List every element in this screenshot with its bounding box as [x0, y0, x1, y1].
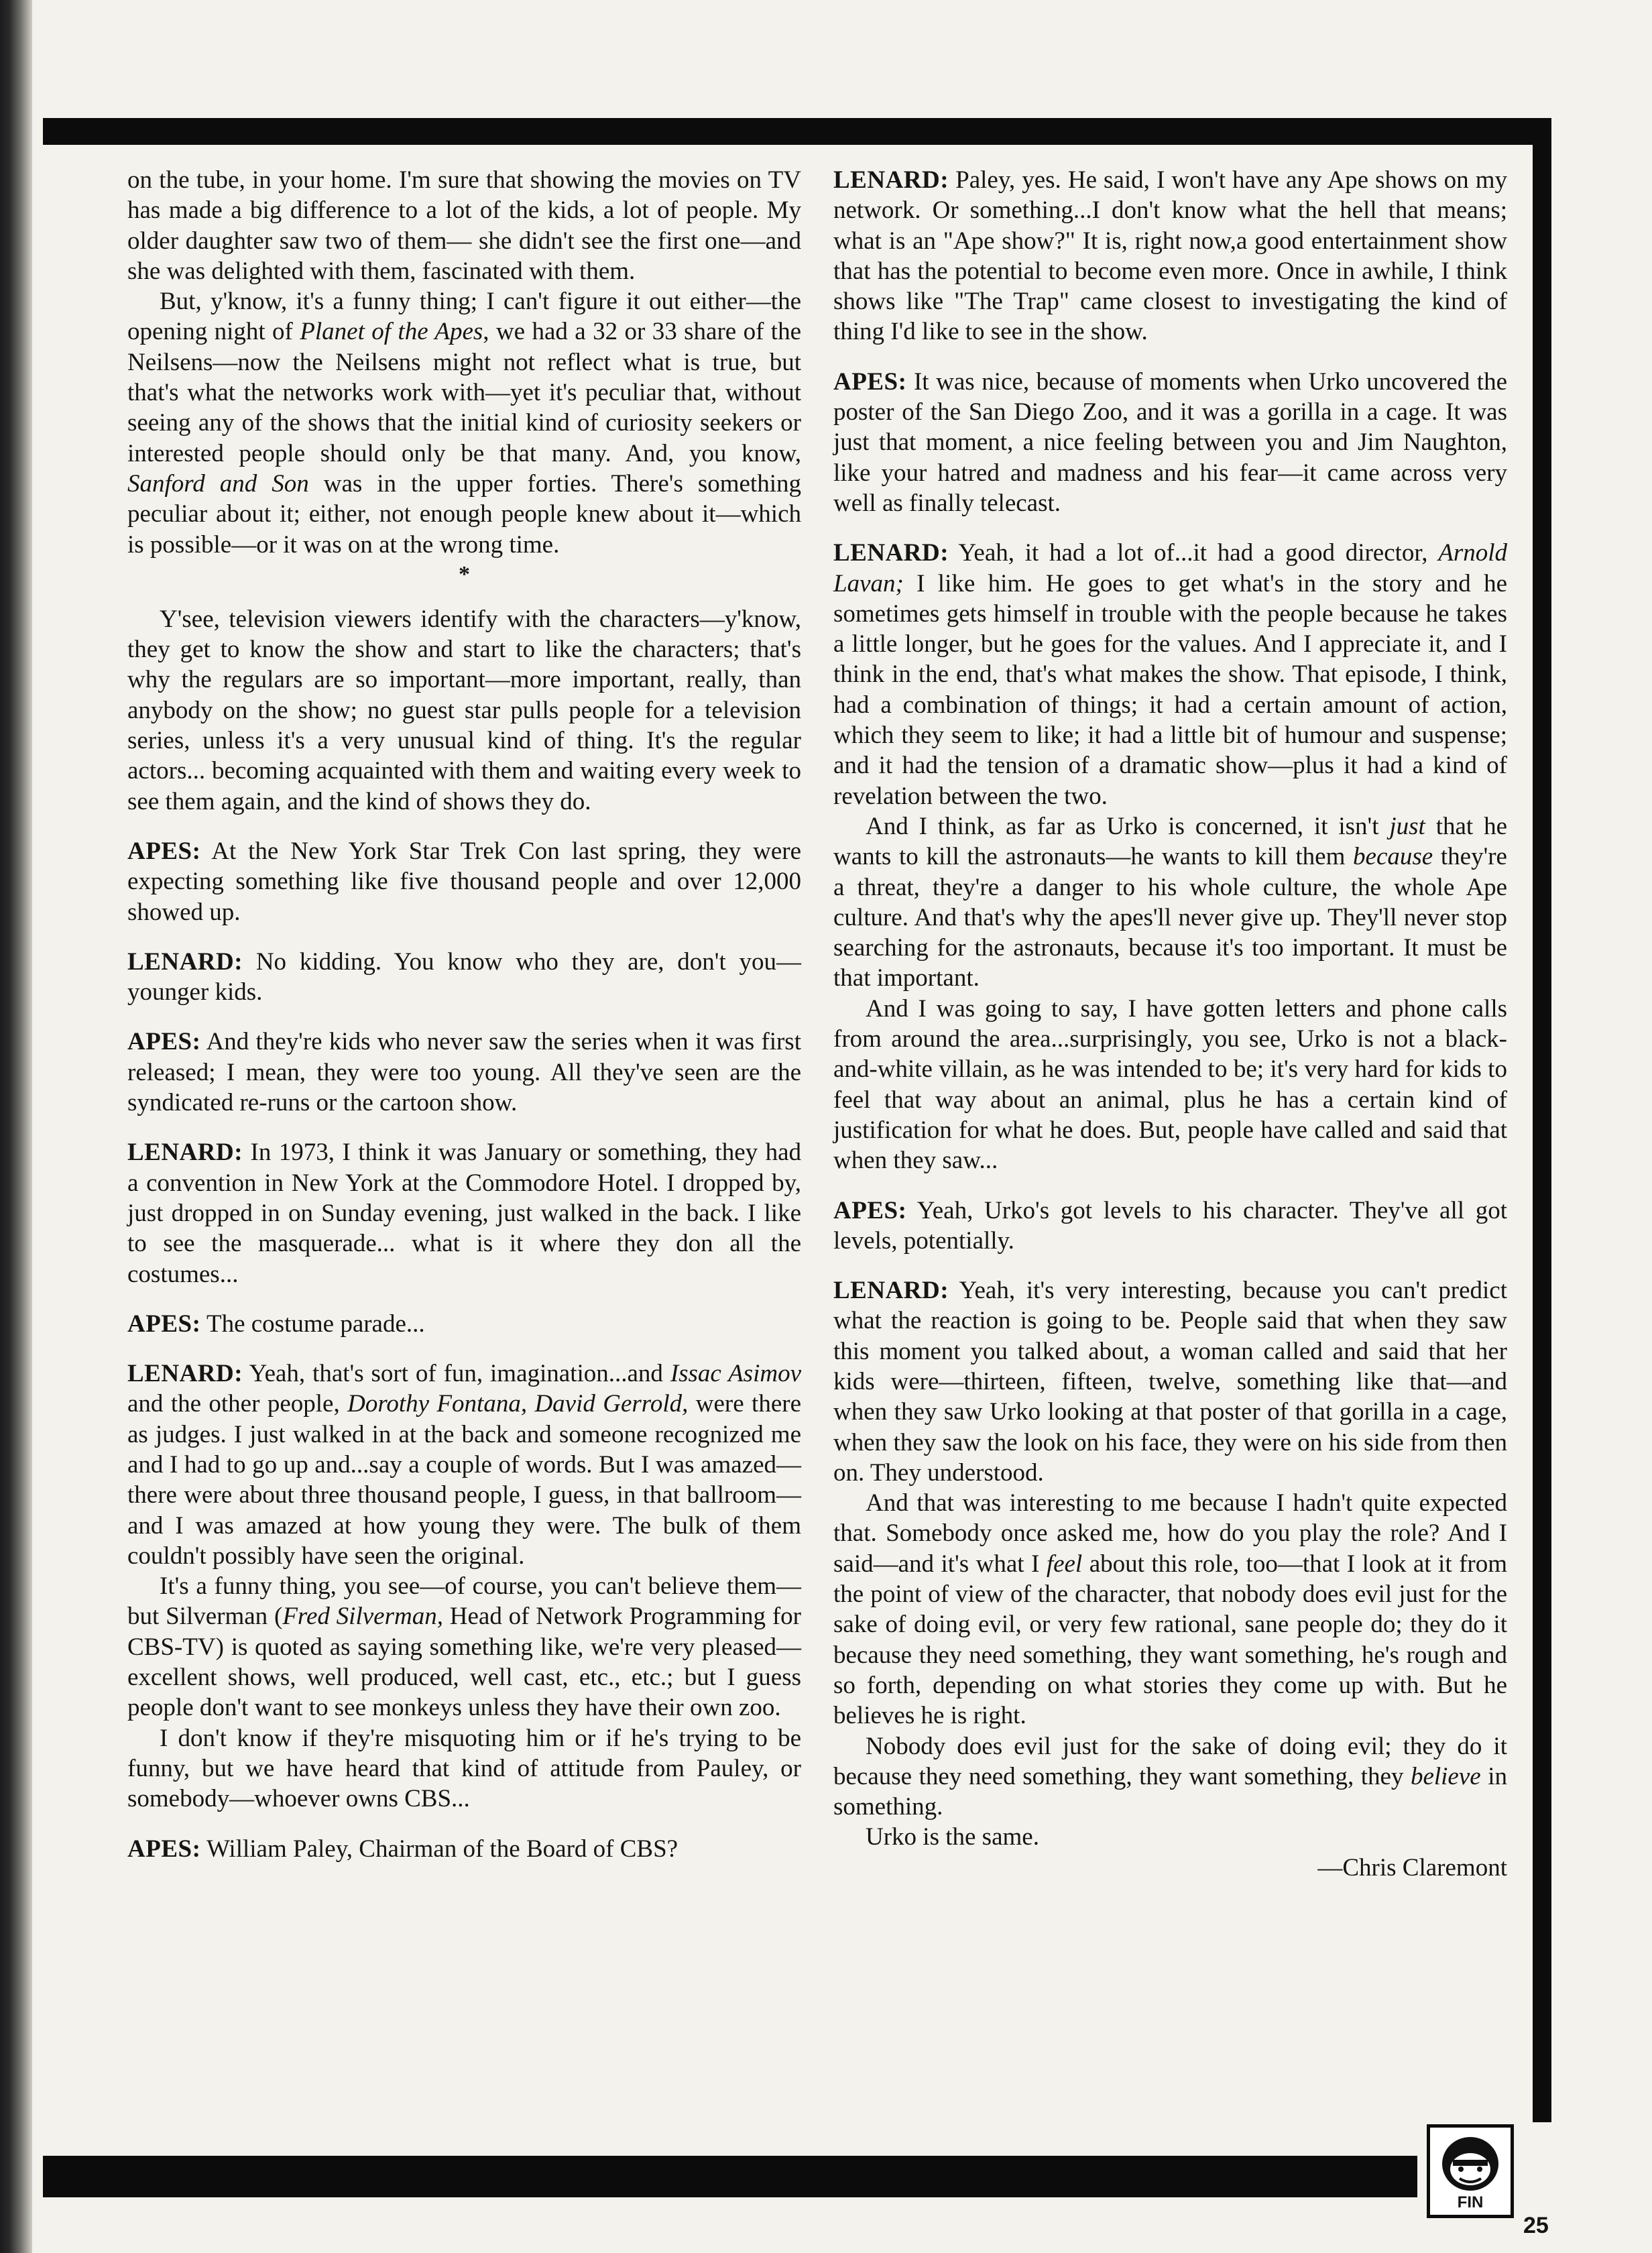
emphasis: feel: [1046, 1550, 1083, 1578]
speaker-label: APES:: [833, 1196, 907, 1224]
interview-question: APES: At the New York Star Trek Con last spring, they were expecting something like five thousand people and over 12,000 showed up.: [127, 837, 801, 926]
interview-answer: LENARD: No kidding. You know who they are, don't you—younger kids.: [127, 947, 801, 1006]
interview-question: APES: Yeah, Urko's got levels to his character. They've all got levels, potentially.: [833, 1196, 1507, 1255]
caricature-head-icon: [1434, 2133, 1507, 2195]
page-binding-edge: [0, 0, 32, 2253]
paragraph: And I was going to say, I have gotten letters and phone calls from around the area...surprisingly, you see, Urko is not a black-and-white villain, as he was intended to be; it's very hard for kids to feel that way about an animal, plus he has a certain kind of justification for what he does. But, people have called and said that when they saw...: [833, 994, 1507, 1175]
person-name: Fred Silverman,: [282, 1603, 443, 1631]
paragraph: It's a funny thing, you see—of course, you can't believe them—but Silverman (Fred Silverman, Head of Network Programming for CBS-TV) is quoted as saying something like, we're very pleased—excellent shows, well produced, well cast, etc., etc.; but I guess people don't want to see monkeys unless they have their own zoo.: [127, 1572, 801, 1722]
show-title: Planet of the Apes: [300, 318, 483, 346]
paragraph: Y'see, television viewers identify with the characters—y'know, they get to know the show and start to like the characters; that's why the regulars are so important—more important, really, than anybody on the show; no guest star pulls people for a television series, unless it's a very unusual kind of thing. It's the regular actors... becoming acquainted with them and waiting every week to see them again, and the kind of shows they do.: [127, 605, 801, 815]
speaker-label: APES:: [127, 1835, 201, 1863]
speaker-label: APES:: [127, 1028, 201, 1056]
speaker-label: LENARD:: [127, 947, 243, 976]
fin-logo: [1427, 2124, 1514, 2218]
section-separator: *: [459, 561, 470, 587]
right-border-bar: [1533, 127, 1551, 2122]
paragraph: And I think, as far as Urko is concerned, it isn't just that he wants to kill the astronauts—he wants to kill them because they're a threat, they're a danger to his whole culture, the whole Ape culture. And that's why the apes'll never give up. They'll never stop searching for the astronauts, because it's too important. It must be that important.: [833, 812, 1508, 992]
author-byline: —Chris Claremont: [1317, 1853, 1507, 1882]
speaker-label: LENARD:: [833, 539, 949, 567]
interview-answer: LENARD: Paley, yes. He said, I won't have any Ape shows on my network. Or something...I don't know what the hell that means; what is an "Ape show?" It is, right now,a good entertainment show that has the potential to become even more. Once in awhile, I think shows like "The Trap" came closest to investigating the kind of thing I'd like to see in the show.: [833, 166, 1507, 346]
paragraph: Nobody does evil just for the sake of doing evil; they do it because they need something, they want something, they believe in something.: [833, 1732, 1507, 1821]
person-name: Issac Asimov: [670, 1360, 801, 1388]
interview-answer: LENARD: Yeah, that's sort of fun, imagination...and Issac Asimov and the other people, Dorothy Fontana, David Gerrold, were there as judges. I just walked in at the back and someone recognized me and I had to go up and...say a couple of words. But I was amazed—there were about three thousand people, I guess, in that ballroom—and I was amazed at how young they were. The bulk of them couldn't possibly have seen the original.: [127, 1360, 801, 1570]
speaker-label: LENARD:: [127, 1360, 243, 1388]
emphasis: because: [1353, 843, 1433, 871]
interview-answer: LENARD: Yeah, it's very interesting, because you can't predict what the reaction is going to be. People said that when they saw this moment you talked about, a woman called and said that her kids were—thirteen, fifteen, twelve, something like that—and when they saw Urko looking at that poster of that gorilla in a cage, when they saw the look on his face, they were on his side from then on. They understood.: [833, 1277, 1507, 1487]
paragraph: I don't know if they're misquoting him or if he's trying to be funny, but we have heard that kind of attitude from Pauley, or somebody—whoever owns CBS...: [127, 1724, 801, 1813]
speaker-label: APES:: [127, 1310, 201, 1338]
interview-question: APES: And they're kids who never saw the series when it was first released; I mean, they were too young. All they've seen are the syndicated re-runs or the cartoon show.: [127, 1028, 801, 1117]
interview-answer: LENARD: In 1973, I think it was January or something, they had a convention in New York at the Commodore Hotel. I dropped by, just dropped in on Sunday evening, just walked in the back. I like to see the masquerade... what is it where they don all the costumes...: [127, 1139, 801, 1288]
speaker-label: APES:: [833, 367, 907, 396]
interview-question: APES: William Paley, Chairman of the Board of CBS?: [127, 1835, 678, 1863]
paragraph: And that was interesting to me because I hadn't quite expected that. Somebody once asked me, how do you play the role? And I said—and it's what I feel about this role, too—that I look at it from the point of view of the character, that nobody does evil just for the sake of doing evil, or very few rational, sane people do; they do it because they need something, they want something, he's rough and so forth, depending on what stories they come up with. But he believes he is right.: [833, 1489, 1507, 1730]
speaker-label: LENARD:: [127, 1139, 243, 1167]
interview-answer: LENARD: Yeah, it had a lot of...it had a good director, Arnold Lavan; I like him. He goes to get what's in the story and he sometimes gets himself in trouble with the people because he takes a little longer, but he goes for the values. And I appreciate it, and I think in the end, that's what makes the show. That episode, I think, had a combination of things; it had a certain amount of action, which they seem to like; it had a little bit of humour and suspense; and it had the tension of a dramatic show—plus it had a kind of revelation between the two.: [833, 539, 1507, 810]
show-title: Sanford and Son: [127, 469, 309, 498]
emphasis: just: [1389, 812, 1425, 840]
bottom-border-bar: [43, 2156, 1417, 2197]
top-border-bar: [43, 118, 1551, 145]
right-column: [833, 165, 1507, 1883]
speaker-label: LENARD:: [833, 166, 949, 194]
emphasis: believe: [1410, 1762, 1481, 1790]
left-column: [127, 165, 801, 1864]
interview-question: APES: It was nice, because of moments when Urko uncovered the poster of the San Diego Zoo, and it was a gorilla in a cage. It was just that moment, a nice feeling between you and Jim Naughton, like your hatred and madness and his fear—it came across very well as finally telecast.: [833, 367, 1507, 517]
interview-question: APES: The costume parade...: [127, 1310, 425, 1338]
person-name: Dorothy Fontana, David Gerrold,: [347, 1390, 689, 1418]
speaker-label: LENARD:: [833, 1277, 949, 1305]
speaker-label: APES:: [127, 837, 201, 865]
person-name: Arnold Lavan;: [833, 539, 1507, 597]
paragraph: Urko is the same.: [866, 1823, 1039, 1851]
page-number: 25: [1523, 2213, 1549, 2238]
paragraph: on the tube, in your home. I'm sure that showing the movies on TV has made a big difference to a lot of the kids, a lot of people. My older daughter saw two of them— she didn't see the first one—and she was delighted with them, fascinated with them.: [127, 166, 801, 285]
logo-label: FIN: [1457, 2193, 1484, 2211]
paragraph: But, y'know, it's a funny thing; I can't figure it out either—the opening night of Planet of the Apes, we had a 32 or 33 share of the Neilsens—now the Neilsens might not reflect what is true, but that's what the networks work with—yet it's peculiar that, without seeing any of the shows that the initial kind of curiosity seekers or interested people should only be that many. And, you know, Sanford and Son was in the upper forties. There's something peculiar about it; either, not enough people knew about it—which is possible—or it was on at the wrong time.: [127, 288, 801, 559]
